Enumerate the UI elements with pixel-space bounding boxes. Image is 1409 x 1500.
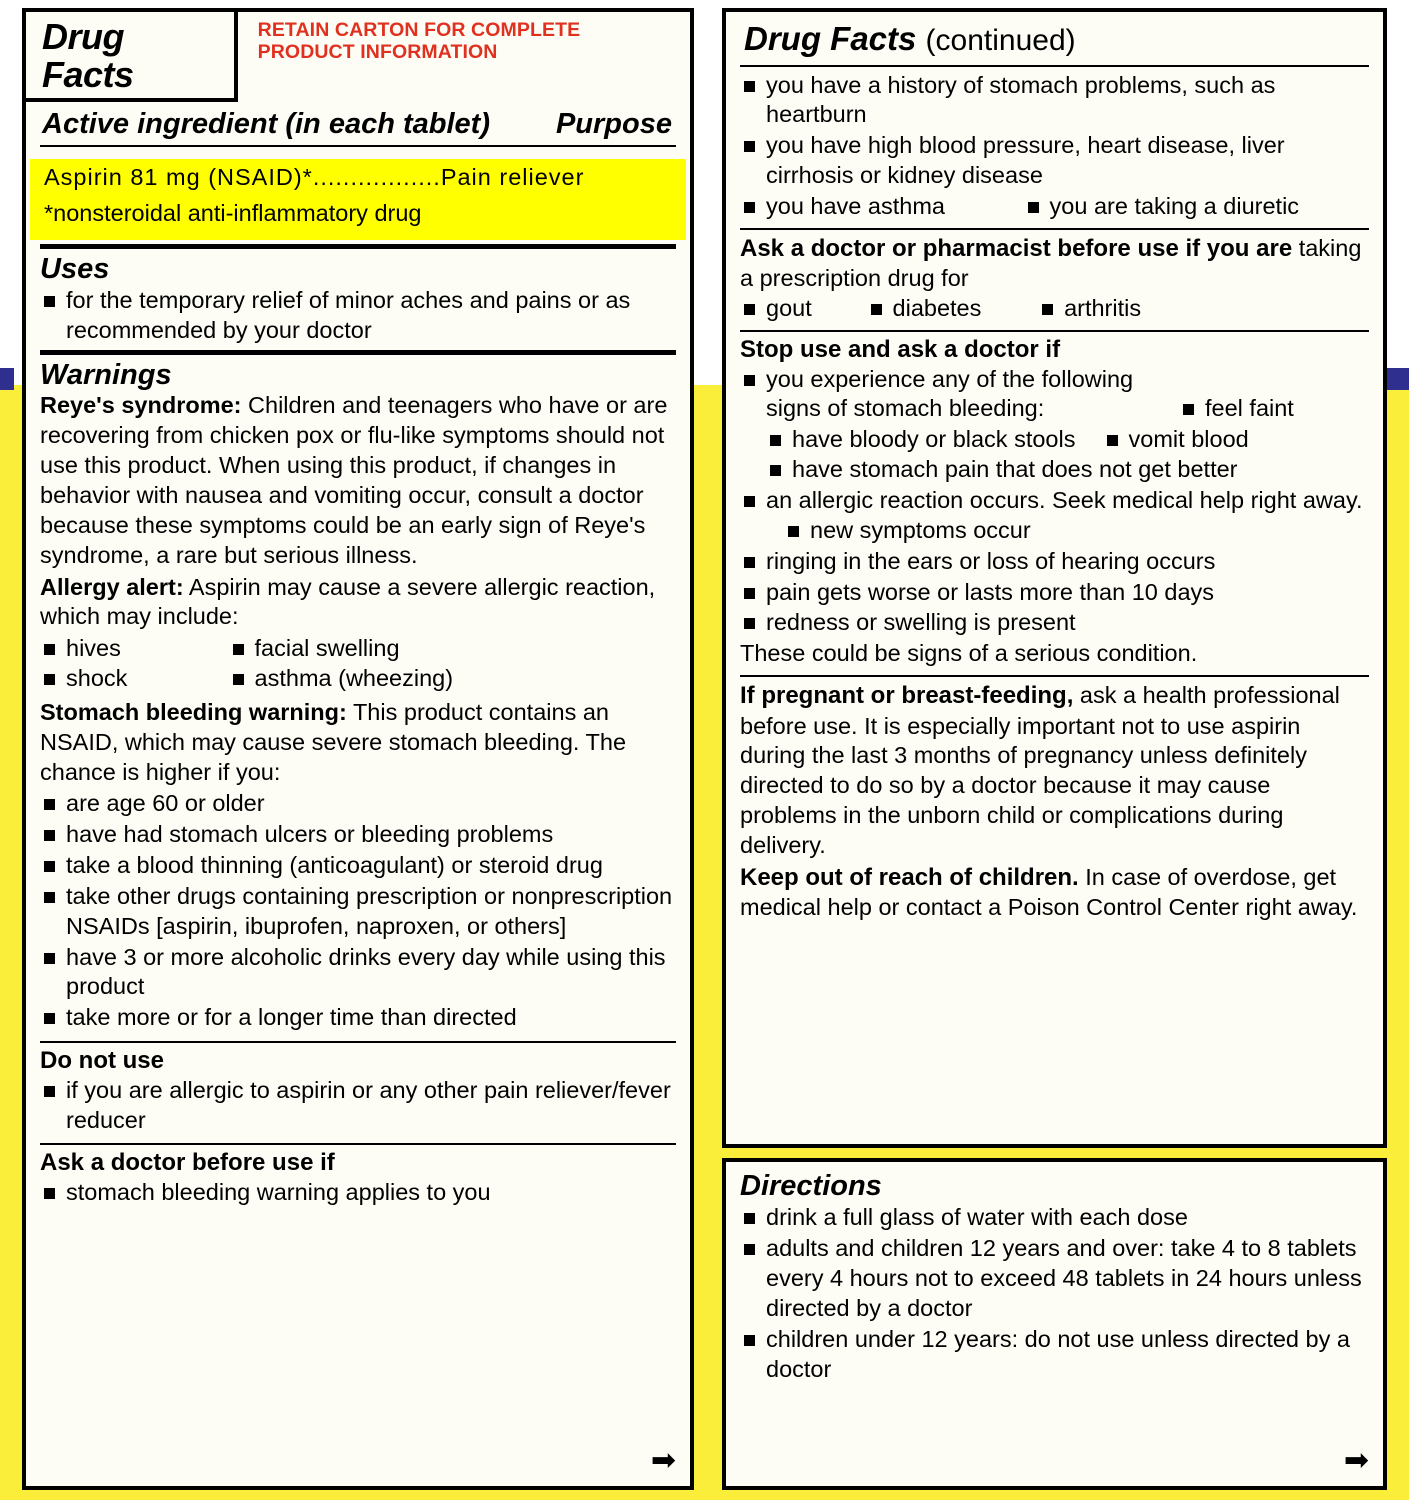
list-item: vomit blood [1103,425,1249,455]
do-not-use-list [40,1076,676,1136]
ask-doctor-pharmacist-heading-tail: taking a prescription drug for [740,234,1362,292]
stop-use-list [740,365,1369,425]
drug-facts-title-box [26,12,238,102]
divider [40,1041,676,1043]
list-item: have stomach pain that does not get better [766,455,1238,485]
left-panel-body [26,102,690,159]
ask-doctor-before-use-list [40,1178,676,1208]
ask-doctor-before-use-continued-list [740,71,1369,191]
divider [40,145,676,147]
list-item: stomach bleeding warning applies to you [40,1178,676,1208]
right-panel-body [726,57,1383,931]
stop-use-allergic-text: an allergic reaction occurs. Seek medical help right away. [766,486,1363,513]
list-item: you are taking a diuretic [1024,192,1300,222]
list-item: take other drugs containing prescription or nonprescription NSAIDs [aspirin, ibuprofen, naproxen, or others] [40,882,676,942]
ask-doctor-pharmacist-paragraph [740,234,1369,294]
allergy-alert-text: Aspirin may cause a severe allergic reaction, which may include: [40,573,656,630]
divider [740,675,1369,677]
do-not-use-heading: Do not use [40,1047,164,1075]
list-item: you have high blood pressure, heart disease, liver cirrhosis or kidney disease [740,131,1369,191]
continued-title [726,12,1383,57]
active-ingredient-footnote: *nonsteroidal anti-inflammatory drug [42,197,674,234]
list-item: feel faint [1179,394,1294,424]
ask-doctor-inline-row [740,192,1369,222]
ask-doctor-pharmacist-inline-row [740,294,1369,324]
list-item: have bloody or black stools [766,425,1096,455]
list-item: arthritis [1038,294,1141,324]
drug-facts-left-panel [22,8,694,1490]
continue-arrow-icon: ➡ [650,1444,676,1477]
blue-stripe-left [0,368,14,390]
uses-list [40,286,676,346]
divider [40,350,676,355]
active-ingredient-line: Aspirin 81 mg (NSAID)*.................Pain reliever [42,161,674,198]
directions-panel [722,1158,1387,1490]
list-item [740,486,1369,546]
allergy-alert-label: Allergy alert: [40,573,184,600]
active-ingredient-heading: Active ingredient (in each tablet) [42,107,490,140]
list-item: you have a history of stomach problems, such as heartburn [740,71,1369,131]
reyes-syndrome-text: Children and teenagers who have or are recovering from chicken pox or flu-like symptoms should not use this product. When using this product, if changes in behavior with nausea and vomiting occur, consult a doctor because these symptoms could be an early sign of Reye's syndrome, a rare but serious illness. [40,392,668,568]
stop-use-footer: These could be signs of a serious condition. [740,640,1198,667]
page-title: Drug Facts [42,16,134,95]
list-item: if you are allergic to aspirin or any other pain reliever/fever reducer [40,1076,676,1136]
pregnancy-text: ask a health professional before use. It is especially important not to use aspirin during the last 3 months of pregnancy unless definitely directed to do so by a doctor because it may cause problems in the unborn child or complications during delivery. [740,682,1340,858]
list-item: have 3 or more alcoholic drinks every day while using this product [40,943,676,1003]
allergy-symptom: hives [40,634,190,664]
keep-out-of-reach-text: In case of overdose, get medical help or contact a Poison Control Center right away. [740,863,1358,921]
continued-title-text: Drug Facts [744,20,917,57]
stop-use-heading: Stop use and ask a doctor if [740,336,1061,364]
list-item: gout [740,294,860,324]
list-item: new symptoms occur [784,516,1031,546]
ask-doctor-before-use-heading: Ask a doctor before use if [40,1149,335,1177]
continue-arrow-icon: ➡ [1343,1444,1369,1477]
directions-list [740,1203,1369,1384]
allergy-symptoms-row-1 [40,634,676,664]
purpose-heading: Purpose [555,107,672,140]
divider [740,65,1369,67]
allergy-alert-paragraph [40,573,676,633]
directions-body [726,1162,1383,1394]
list-item: take more or for a longer time than directed [40,1003,676,1033]
keep-out-of-reach-label: Keep out of reach of children. [740,863,1079,891]
list-item: redness or swelling is present [740,608,1369,638]
drug-facts-header [26,12,690,102]
list-item: for the temporary relief of minor aches and pains or as recommended by your doctor [40,286,676,346]
stomach-bleeding-paragraph [40,698,676,788]
retain-carton-notice: RETAIN CARTON FOR COMPLETE PRODUCT INFORMATION [257,19,581,63]
divider [40,1143,676,1145]
allergy-symptoms-row-2 [40,664,676,694]
stomach-bleeding-label: Stomach bleeding warning: [40,698,347,725]
list-item: have had stomach ulcers or bleeding problems [40,820,676,850]
stop-use-bleeding-lead: you experience any of the following signs of stomach bleeding: [766,365,1134,422]
stop-use-bleeding-sub-row [740,425,1369,455]
uses-heading: Uses [40,252,110,285]
stop-use-bleeding-sub-row-2 [740,455,1369,485]
allergy-symptom: facial swelling [229,634,400,664]
list-item: are age 60 or older [40,789,676,819]
active-ingredient-highlight [30,159,686,240]
reyes-syndrome-paragraph [40,391,676,570]
divider [740,228,1369,230]
continued-label: (continued) [925,24,1076,57]
list-item [740,365,1369,425]
stop-use-allergic-list [740,486,1369,638]
divider [40,244,676,249]
keep-out-of-reach-paragraph [740,863,1369,923]
list-item: drink a full glass of water with each dose [740,1203,1369,1233]
directions-heading: Directions [740,1170,882,1202]
blue-stripe-right [1387,368,1409,390]
warnings-heading: Warnings [40,358,172,391]
list-item: diabetes [867,294,1032,324]
left-panel-sections [26,244,690,1217]
active-ingredient-heading-row [40,106,676,141]
pregnancy-paragraph [740,681,1369,861]
list-item: pain gets worse or lasts more than 10 days [740,578,1369,608]
reyes-syndrome-label: Reye's syndrome: [40,392,242,419]
list-item: ringing in the ears or loss of hearing occurs [740,547,1369,577]
list-item: children under 12 years: do not use unless directed by a doctor [740,1325,1369,1385]
ask-doctor-pharmacist-heading: Ask a doctor or pharmacist before use if you are [740,234,1293,262]
divider [740,330,1369,332]
allergy-symptom: shock [40,664,190,694]
list-item: take a blood thinning (anticoagulant) or steroid drug [40,851,676,881]
allergy-symptom: asthma (wheezing) [229,664,454,694]
list-item: you have asthma [740,192,985,222]
pregnancy-label: If pregnant or breast-feeding, [740,682,1074,710]
drug-facts-right-panel [722,8,1387,1148]
stomach-bleeding-text: This product contains an NSAID, which may cause severe stomach bleeding. The chance is higher if you: [40,698,627,785]
list-item: adults and children 12 years and over: take 4 to 8 tablets every 4 hours not to exceed 48 tablets in 24 hours unless directed by a doctor [740,1234,1369,1324]
stomach-bleeding-risk-list [40,789,676,1033]
